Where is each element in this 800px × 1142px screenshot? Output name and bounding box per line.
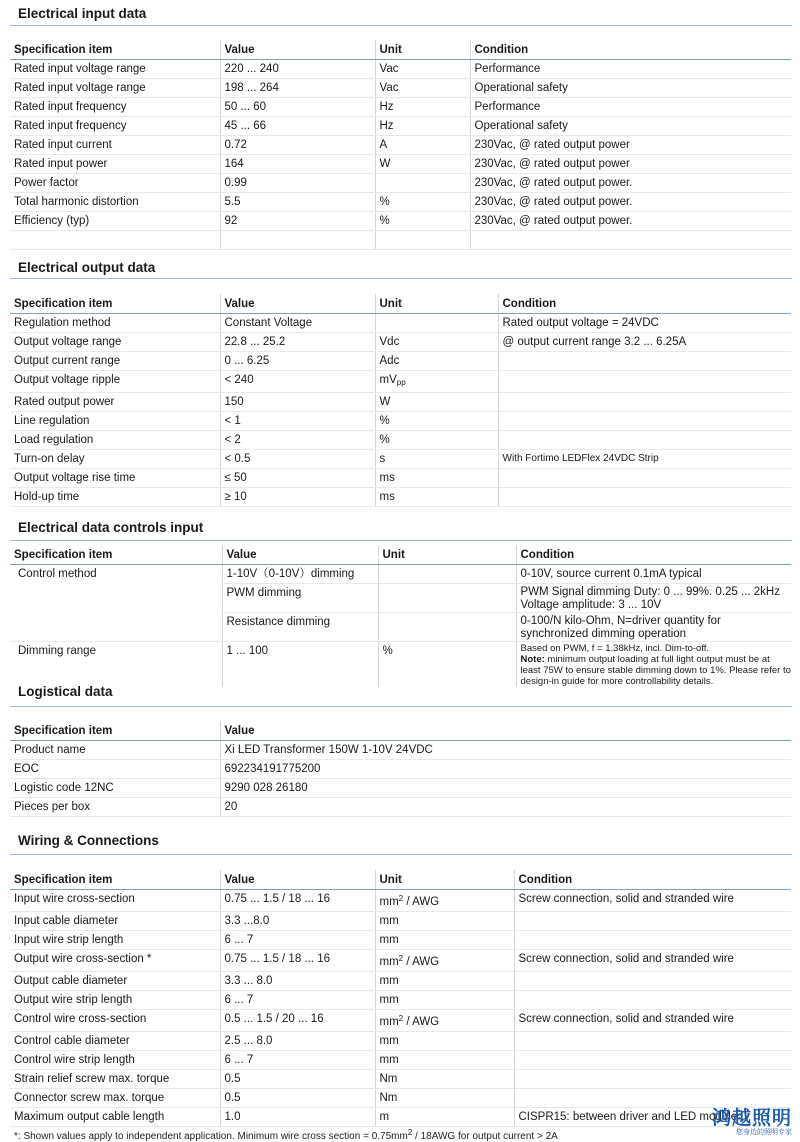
company-logo [712, 1108, 792, 1137]
cell-value: < 2 [220, 431, 375, 450]
cell-value: 0 ... 6.25 [220, 352, 375, 371]
cell-value: 6 ... 7 [220, 931, 375, 950]
cell-value: 1.0 [220, 1108, 375, 1127]
cell-unit: A [375, 136, 470, 155]
cell-unit [378, 565, 516, 584]
cell-unit: Hz [375, 117, 470, 136]
cell-value: 3.3 ...8.0 [220, 912, 375, 931]
cell-unit [375, 231, 470, 250]
cell-item: Pieces per box [10, 798, 220, 817]
table-row [10, 912, 791, 931]
cell-condition [498, 488, 791, 507]
cell-item: Output wire strip length [10, 991, 220, 1010]
cell-value: 6 ... 7 [220, 1051, 375, 1070]
cell-unit: % [375, 212, 470, 231]
cell-unit [378, 613, 516, 642]
table-row [10, 412, 791, 431]
cell-condition: @ output current range 3.2 ... 6.25A [498, 333, 791, 352]
cell-value: 6 ... 7 [220, 991, 375, 1010]
cell-item: Control wire cross-section [10, 1010, 220, 1032]
table-row [10, 741, 791, 760]
cell-unit: W [375, 155, 470, 174]
cell-condition [498, 352, 791, 371]
cell-value: Xi LED Transformer 150W 1-10V 24VDC [220, 741, 791, 760]
cell-condition: 230Vac, @ rated output power. [470, 193, 791, 212]
cell-item: Output current range [10, 352, 220, 371]
output-table [10, 294, 791, 507]
cell-item: Control wire strip length [10, 1051, 220, 1070]
cell-unit: Adc [375, 352, 498, 371]
cell-condition [514, 972, 791, 991]
cell-item: Hold-up time [10, 488, 220, 507]
cell-unit: % [375, 412, 498, 431]
table-row [10, 1108, 791, 1127]
table-row [10, 565, 791, 584]
cell-item: Output voltage rise time [10, 469, 220, 488]
cell-item: Strain relief screw max. torque [10, 1070, 220, 1089]
cell-item: Rated input frequency [10, 98, 220, 117]
cell-item: Connector screw max. torque [10, 1089, 220, 1108]
cell-item: Rated input current [10, 136, 220, 155]
cell-unit: Nm [375, 1070, 514, 1089]
cell-item: Logistic code 12NC [10, 779, 220, 798]
cell-item: Turn-on delay [10, 450, 220, 469]
cell-condition [498, 371, 791, 393]
cell-unit: ms [375, 488, 498, 507]
unit-base: mV [379, 374, 397, 386]
footnote-text: *: Shown values apply to independent application. Minimum wire cross section = 0.75mm [14, 1131, 408, 1142]
cell-value: 3.3 ... 8.0 [220, 972, 375, 991]
cell-item: Rated input power [10, 155, 220, 174]
section-divider [10, 540, 792, 541]
cell-item: Input wire strip length [10, 931, 220, 950]
note-text: minimum output loading at full light output must be at least 75W to ensure stable dimming down to 1%. Please refer to design-in guide for more controllability details. [520, 654, 791, 687]
cell-value: 198 ... 264 [220, 79, 375, 98]
logo-tagline: 您身边的照明专家 [736, 1128, 792, 1136]
cell-value: 45 ... 66 [220, 117, 375, 136]
header-cell: Condition [498, 294, 791, 314]
header-cell: Value [220, 40, 375, 60]
cell-item: Dimming range [18, 645, 96, 657]
table-row [10, 1010, 791, 1032]
cell-unit: % [375, 431, 498, 450]
cell-value: 164 [220, 155, 375, 174]
cell-item: Input wire cross-section [10, 890, 220, 912]
cell-value: 9290 028 26180 [220, 779, 791, 798]
cell-value: ≥ 10 [220, 488, 375, 507]
wiring-table [10, 870, 791, 1127]
cell-value: PWM dimming [222, 584, 378, 613]
cell-value: < 240 [220, 371, 375, 393]
header-cell: Unit [375, 40, 470, 60]
cell-condition: Operational safety [470, 79, 791, 98]
cell-value: 20 [220, 798, 791, 817]
cell-item: Load regulation [10, 431, 220, 450]
header-cell: Specification item [10, 721, 220, 741]
cell-condition: 0-10V, source current 0.1mA typical [516, 565, 791, 584]
table-row [10, 1089, 791, 1108]
header-cell: Specification item [10, 870, 220, 890]
table-row [10, 212, 791, 231]
header-cell: Value [220, 294, 375, 314]
cell-value: 22.8 ... 25.2 [220, 333, 375, 352]
cell-unit: m [375, 1108, 514, 1127]
table-row [10, 352, 791, 371]
cell-condition: 230Vac, @ rated output power. [470, 174, 791, 193]
cell-condition: 0-100/N kilo-Ohm, N=driver quantity for synchronized dimming operation [516, 613, 791, 642]
cell-unit: % [378, 642, 516, 688]
cell-condition: Rated output voltage = 24VDC [498, 314, 791, 333]
cell-condition: Performance [470, 60, 791, 79]
section-controls-input [0, 514, 800, 687]
cell-item: Power factor [10, 174, 220, 193]
table-row [10, 779, 791, 798]
table-row [10, 174, 791, 193]
cell-value: 92 [220, 212, 375, 231]
table-row [10, 333, 791, 352]
header-cell: Specification item [10, 40, 220, 60]
cell-item: Regulation method [10, 314, 220, 333]
table-row [10, 1070, 791, 1089]
table-header-row [10, 870, 791, 890]
table-row [10, 972, 791, 991]
table-row [10, 193, 791, 212]
cell-item: Output wire cross-section * [10, 950, 220, 972]
cell-unit: mm [375, 931, 514, 950]
cell-condition [470, 231, 791, 250]
cell-value: 0.75 ... 1.5 / 18 ... 16 [220, 950, 375, 972]
cell-value: 150 [220, 393, 375, 412]
cell-condition: Performance [470, 98, 791, 117]
cell-unit: ms [375, 469, 498, 488]
table-row [10, 890, 791, 912]
table-row [10, 60, 791, 79]
table-row [10, 117, 791, 136]
cell-condition [498, 431, 791, 450]
note-label: Note: [520, 654, 545, 665]
cell-condition: PWM Signal dimming Duty: 0 ... 99%. 0.25 ... 2kHz Voltage amplitude: 3 ... 10V [516, 584, 791, 613]
cell-condition [514, 991, 791, 1010]
cell-item: Rated input voltage range [10, 79, 220, 98]
cell-unit: W [375, 393, 498, 412]
cell-unit [375, 1010, 514, 1032]
cell-item: Rated output power [10, 393, 220, 412]
cell-unit [375, 371, 498, 393]
cell-value: 0.5 [220, 1070, 375, 1089]
cell-value: 5.5 [220, 193, 375, 212]
header-cell: Value [220, 721, 791, 741]
table-row [10, 450, 791, 469]
table-row [10, 991, 791, 1010]
cell-unit: mm [375, 991, 514, 1010]
cell-value: 50 ... 60 [220, 98, 375, 117]
cell-item: Control cable diameter [10, 1032, 220, 1051]
cell-condition: With Fortimo LEDFlex 24VDC Strip [498, 450, 791, 469]
cell-condition: Screw connection, solid and stranded wire [514, 1010, 791, 1032]
cell-item: Total harmonic distortion [10, 193, 220, 212]
table-row [10, 798, 791, 817]
cell-unit [378, 584, 516, 613]
unit-base: mm [379, 956, 399, 968]
cell-value: ≤ 50 [220, 469, 375, 488]
unit-base: mm [379, 1016, 399, 1028]
condition-text: Based on PWM, f = 1.38kHz, incl. Dim-to-off. [520, 643, 710, 654]
cell-unit: Hz [375, 98, 470, 117]
cell-value: 0.5 ... 1.5 / 20 ... 16 [220, 1010, 375, 1032]
section-divider [10, 278, 792, 279]
table-row [10, 98, 791, 117]
section-logistical [0, 684, 800, 824]
cell-unit: mm [375, 912, 514, 931]
cell-unit [375, 950, 514, 972]
cell-condition [514, 931, 791, 950]
section-electrical-input [0, 0, 800, 252]
table-row [10, 79, 791, 98]
table-row [10, 371, 791, 393]
cell-item: Efficiency (typ) [10, 212, 220, 231]
footnote [14, 1128, 558, 1142]
cell-unit: % [375, 193, 470, 212]
cell-condition: Operational safety [470, 117, 791, 136]
unit-suffix: / AWG [403, 896, 440, 908]
table-row [10, 1032, 791, 1051]
table-header-row [10, 294, 791, 314]
header-cell: Condition [516, 545, 791, 565]
table-header-row [10, 545, 791, 565]
cell-item: Line regulation [10, 412, 220, 431]
cell-condition: Screw connection, solid and stranded wire [514, 890, 791, 912]
cell-item: Output voltage ripple [10, 371, 220, 393]
cell-item: Output voltage range [10, 333, 220, 352]
cell-value: 0.5 [220, 1089, 375, 1108]
cell-item: Maximum output cable length [10, 1108, 220, 1127]
header-cell: Specification item [10, 294, 220, 314]
cell-unit: mm [375, 1032, 514, 1051]
table-row [10, 136, 791, 155]
table-row [10, 431, 791, 450]
section-title: Electrical input data [18, 6, 147, 21]
cell-condition [514, 1070, 791, 1089]
table-row [10, 760, 791, 779]
cell-item: Control method [10, 565, 222, 642]
footnote-superscript: 2 [407, 1128, 413, 1137]
unit-subscript: pp [396, 378, 406, 387]
header-cell: Condition [514, 870, 791, 890]
cell-condition [498, 412, 791, 431]
table-row [10, 155, 791, 174]
cell-condition: Screw connection, solid and stranded wire [514, 950, 791, 972]
table-row [10, 931, 791, 950]
cell-item: Output cable diameter [10, 972, 220, 991]
cell-value: 0.72 [220, 136, 375, 155]
cell-value: Constant Voltage [220, 314, 375, 333]
cell-value: < 0.5 [220, 450, 375, 469]
cell-unit: Nm [375, 1089, 514, 1108]
cell-unit [375, 174, 470, 193]
cell-unit: mm [375, 972, 514, 991]
header-cell: Value [222, 545, 378, 565]
section-title: Wiring & Connections [18, 833, 159, 848]
section-divider [10, 854, 792, 855]
cell-value: 1 ... 100 [222, 642, 378, 688]
cell-condition: CISPR15: between driver and LED module [514, 1108, 791, 1127]
cell-item [10, 231, 220, 250]
controls-table [10, 545, 791, 687]
section-title: Logistical data [18, 684, 113, 699]
cell-unit: Vac [375, 79, 470, 98]
unit-superscript: 2 [398, 894, 404, 903]
cell-unit: Vdc [375, 333, 498, 352]
logistical-table [10, 721, 791, 817]
cell-item: EOC [10, 760, 220, 779]
cell-condition [514, 1032, 791, 1051]
table-row [10, 950, 791, 972]
section-wiring [0, 828, 800, 1128]
cell-condition [514, 1051, 791, 1070]
section-divider [10, 25, 792, 26]
section-divider [10, 706, 792, 707]
cell-value: < 1 [220, 412, 375, 431]
cell-unit [375, 314, 498, 333]
cell-unit: mm [375, 1051, 514, 1070]
header-cell: Unit [375, 294, 498, 314]
cell-unit [375, 890, 514, 912]
footnote-text-end: / 18AWG for output current > 2A [412, 1131, 558, 1142]
cell-item: Rated input voltage range [10, 60, 220, 79]
cell-value: 0.75 ... 1.5 / 18 ... 16 [220, 890, 375, 912]
table-row [10, 393, 791, 412]
unit-suffix: / AWG [403, 956, 440, 968]
cell-condition [514, 1089, 791, 1108]
header-cell: Value [220, 870, 375, 890]
cell-condition: 230Vac, @ rated output power [470, 136, 791, 155]
cell-value [220, 231, 375, 250]
cell-condition: 230Vac, @ rated output power [470, 155, 791, 174]
unit-superscript: 2 [398, 1014, 404, 1023]
input-table [10, 40, 791, 250]
unit-superscript: 2 [398, 954, 404, 963]
cell-unit: Vac [375, 60, 470, 79]
cell-value: 220 ... 240 [220, 60, 375, 79]
table-row [10, 469, 791, 488]
table-header-row [10, 40, 791, 60]
cell-condition [514, 912, 791, 931]
cell-condition [498, 393, 791, 412]
header-cell: Unit [378, 545, 516, 565]
cell-unit: s [375, 450, 498, 469]
table-row [10, 488, 791, 507]
cell-condition: 230Vac, @ rated output power. [470, 212, 791, 231]
logo-text: 鸿越照明 [711, 1107, 792, 1129]
table-header-row [10, 721, 791, 741]
cell-condition [498, 469, 791, 488]
header-cell: Specification item [10, 545, 222, 565]
cell-value: 692234191775200 [220, 760, 791, 779]
table-row [10, 642, 791, 688]
header-cell: Unit [375, 870, 514, 890]
cell-value: 2.5 ... 8.0 [220, 1032, 375, 1051]
unit-suffix: / AWG [403, 1016, 440, 1028]
cell-value: 0.99 [220, 174, 375, 193]
cell-value: 1-10V（0-10V）dimming [222, 565, 378, 584]
cell-condition [516, 642, 791, 688]
unit-base: mm [379, 896, 399, 908]
table-row [10, 1051, 791, 1070]
cell-item: Product name [10, 741, 220, 760]
section-electrical-output [0, 254, 800, 514]
cell-item: Rated input frequency [10, 117, 220, 136]
section-title: Electrical data controls input [18, 520, 204, 535]
table-row [10, 314, 791, 333]
section-title: Electrical output data [18, 260, 156, 275]
header-cell: Condition [470, 40, 791, 60]
cell-value: Resistance dimming [222, 613, 378, 642]
cell-item: Input cable diameter [10, 912, 220, 931]
table-row [10, 231, 791, 250]
